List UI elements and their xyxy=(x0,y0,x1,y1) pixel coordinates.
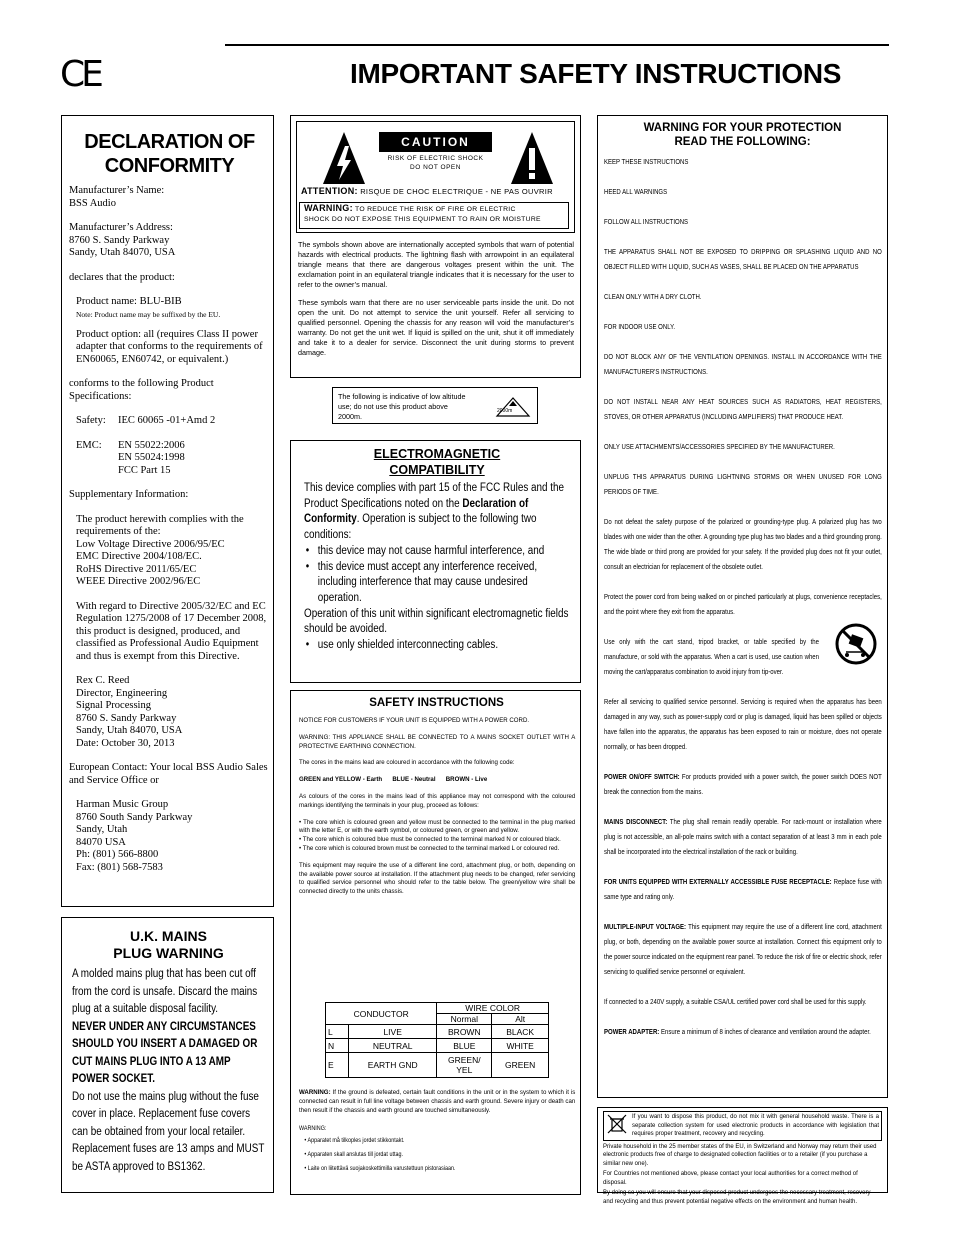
protection-item: POWER ADAPTER: Ensure a minimum of 8 inches of clearance and ventilation around the adapter. xyxy=(604,1029,871,1036)
declares-text: declares that the product: xyxy=(69,271,175,283)
caution-label-panel xyxy=(296,121,575,233)
disposal-text: For Countries not mentioned above, please contact your local authorities for a correct method of disposal. xyxy=(603,1171,858,1186)
protection-box xyxy=(597,115,888,1098)
table-row: N NEUTRAL BLUE WHITE xyxy=(326,1039,549,1053)
european-contact: European Contact: Your local BSS Audio Sales and Service Office or xyxy=(69,762,268,786)
nordic-warning: • Apparatet må tilkoples jordet stikkontakt. xyxy=(304,1138,405,1145)
harman-line: 8760 South Sandy Parkway xyxy=(76,811,193,823)
harman-fax: Fax: (801) 568-7583 xyxy=(76,861,163,873)
altitude-box xyxy=(332,387,538,424)
protection-item: CLEAN ONLY WITH A DRY CLOTH. xyxy=(604,294,702,301)
header-rule xyxy=(225,44,889,46)
address-line: 8760 S. Sandy Parkway xyxy=(69,234,170,246)
emc-bullet: • this device must accept any interference received, including interference that may cause undesired operation. xyxy=(318,560,572,607)
ground-warning: WARNING: If the ground is defeated, certain fault conditions in the unit or in the system to which it is connected can result in full line voltage between chassis and earth ground. Severe injury or death can then result if the chassis and earth ground are touched simultaneously. xyxy=(299,1089,576,1114)
emc-value: EN 55024:1998 xyxy=(118,452,185,463)
protection-item: KEEP THESE INSTRUCTIONS xyxy=(604,159,689,166)
nordic-warning: • Laite on liitettävä suojakoskettimilla varustettuun pistorasiaan. xyxy=(304,1166,456,1173)
crossed-bin-icon xyxy=(606,1113,628,1135)
warning-label: WARNING: xyxy=(304,203,353,213)
directive: WEEE Directive 2002/96/EC xyxy=(76,576,201,587)
signer-date: Date: October 30, 2013 xyxy=(76,737,175,749)
signer-dept: Signal Processing xyxy=(76,700,151,711)
disposal-box xyxy=(597,1107,888,1205)
table-header-conductor: CONDUCTOR xyxy=(326,1003,437,1025)
table-header-alt: Alt xyxy=(492,1014,549,1025)
directive: EMC Directive 2004/108/EC. xyxy=(76,551,202,562)
cart-tipover-icon xyxy=(834,622,878,666)
regard-text: With regard to Directive 2005/32/EC and EC Regulation 1275/2008 of 17 December 2008, this product is designed, produced, and classified as Professional Audio Equipment and thus is exempt from this Directive. xyxy=(76,600,267,662)
conforms-text: conforms to the following Product Specifications: xyxy=(69,378,214,402)
safety-instructions-box xyxy=(290,690,581,1195)
directive: RoHS Directive 2011/65/EC xyxy=(76,563,197,575)
altitude-icon-label: 2000m xyxy=(497,408,513,414)
emc-label: EMC: xyxy=(76,439,102,451)
protection-item: MULTIPLE-INPUT VOLTAGE: This equipment may require the use of a different line cord, attachment plug, or both, depending on the available power source at installation. Connect this equipment only to the power source indicated on the equipment rear panel. To reduce the risk of fire or electric shock, refer servicing to qualified service personnel or equivalent. xyxy=(604,924,882,976)
protection-item: Protect the power cord from being walked on or pinched particularly at plugs, convenience receptacles, and the point where they exit from the apparatus. xyxy=(604,594,882,616)
harman-line: Harman Music Group xyxy=(76,799,169,810)
wire-color-table xyxy=(325,1002,549,1078)
protection-item: DO NOT BLOCK ANY OF THE VENTILATION OPENINGS. INSTALL IN ACCORDANCE WITH THE MANUFACTURER'S INSTRUCTIONS. xyxy=(604,354,882,376)
safety-label: Safety: xyxy=(76,415,106,426)
emc-operation: Operation of this unit within significant electromagnetic fields should be avoided. xyxy=(304,607,569,636)
disposal-text: Private household in the 25 member states of the EU, in Switzerland and Norway may return their used electronic products free of charge to designated collection facilities or to a retailer (if you purchase a similar new one). xyxy=(603,1143,877,1167)
risk-line: DO NOT OPEN xyxy=(410,164,461,171)
protection-item: FOR UNITS EQUIPPED WITH EXTERNALLY ACCESSIBLE FUSE RECEPTACLE: Replace fuse with same type and rating only. xyxy=(604,879,882,901)
warning-text: TO REDUCE THE RISK OF FIRE OR ELECTRIC xyxy=(354,206,516,213)
signer-address: Sandy, Utah 84070, USA xyxy=(76,725,183,736)
warning-text: SHOCK DO NOT EXPOSE THIS EQUIPMENT TO RAIN OR MOISTURE xyxy=(304,215,541,223)
supplementary-label: Supplementary Information: xyxy=(69,489,189,500)
safety-warning: WARNING: THIS APPLIANCE SHALL BE CONNECTED TO A MAINS SOCKET OUTLET WITH A PROTECTIVE EARTHING CONNECTION. xyxy=(299,733,576,750)
nordic-warning-label: WARNING: xyxy=(299,1126,327,1133)
altitude-icon xyxy=(495,396,531,418)
protection-item: POWER ON/OFF SWITCH: For products provided with a power switch, the power switch DOES NOT break the connection from the mains. xyxy=(604,774,882,796)
manufacturer-name-label: Manufacturer’s Name: xyxy=(69,185,165,196)
uk-paragraph: A molded mains plug that has been cut off from the cord is unsafe. Discard the mains plug at a suitable disposal facility. xyxy=(72,968,258,1015)
manufacturer-name: BSS Audio xyxy=(69,197,116,209)
emc-bullet: • use only shielded interconnecting cables. xyxy=(318,638,572,654)
emc-bullet: • this device may not cause harmful interference, and xyxy=(318,544,572,560)
attention-label: ATTENTION: xyxy=(301,186,358,196)
protection-item: Do not defeat the safety purpose of the polarized or grounding-type plug. A polarized plug has two blades with one wider than the other. A grounding type plug has two blades and a third grounding prong. The wide blade or third prong are provided for your safety. If the provided plug does not fit your outlet, consult an electrician for replacement of the obsolete outlet. xyxy=(604,519,882,571)
attention-text: RISQUE DE CHOC ELECTRIQUE - NE PAS OUVRIR xyxy=(360,187,553,196)
exclamation-triangle-icon xyxy=(509,130,555,186)
emc-box xyxy=(290,440,581,683)
emc-value: EN 55022:2006 xyxy=(118,439,185,451)
lightning-triangle-icon xyxy=(321,130,367,186)
uk-heading: U.K. MAINS PLUG WARNING xyxy=(113,928,224,961)
risk-line: RISK OF ELECTRIC SHOCK xyxy=(387,155,484,162)
protection-item: DO NOT INSTALL NEAR ANY HEAT SOURCES SUCH AS RADIATORS, HEAT REGISTERS, STOVES, OR OTHER APPARATUS (INCLUDING AMPLIFIERS) THAT PRODUCE HEAT. xyxy=(604,399,882,421)
protection-item: Use only with the cart stand, tripod bracket, or table specified by the manufacture, or sold with the apparatus. When a cart is used, use caution when moving the cart/apparatus combination to avoid injury from tip-over. xyxy=(604,639,819,676)
signer-address: 8760 S. Sandy Parkway xyxy=(76,712,177,724)
table-row: E EARTH GND GREEN/ YEL GREEN xyxy=(326,1053,549,1078)
protection-item: If connected to a 240V supply, a suitable CSA/UL certified power cord shall be used for this supply. xyxy=(604,999,867,1006)
product-name: Product name: BLU-BIB xyxy=(76,296,182,307)
protection-item: HEED ALL WARNINGS xyxy=(604,189,668,196)
caution-box xyxy=(290,115,581,378)
uk-bold-warning: NEVER UNDER ANY CIRCUMSTANCES SHOULD YOU INSERT A DAMAGED OR CUT MAINS PLUG INTO A 13 AMP POWER SOCKET. xyxy=(72,1020,258,1085)
uk-plug-warning-box xyxy=(61,917,274,1193)
protection-item: UNPLUG THIS APPARATUS DURING LIGHTNING STORMS OR WHEN UNUSED FOR LONG PERIODS OF TIME. xyxy=(604,474,882,496)
disposal-box-text: If you want to dispose this product, do not mix it with general household waste. There is a separate collection system for used electronic products in accordance with legislation that requires proper treatment, recovery and recycling. xyxy=(632,1114,879,1137)
protection-item: MAINS DISCONNECT: The plug shall remain readily operable. For rack-mount or installation where plug is not accessible, an all-pole mains switch with a contact separation of at least 3 mm in each pole shall be incorporated into the electrical installation of the rack or building. xyxy=(604,819,882,856)
safety-bullet: • The core which is coloured blue must be connected to the terminal marked N or coloured black. xyxy=(299,836,561,844)
protection-item: Refer all servicing to qualified service personnel. Servicing is required when the apparatus has been damaged in any way, such as power-supply cord or plug is damaged, liquid has been spilled or objects have fallen into the apparatus, the apparatus has been exposed to rain or moisture, does not operate normally, or has been dropped. xyxy=(604,699,882,751)
colour-code: GREEN and YELLOW - Earth BLUE - Neutral BROWN - Live xyxy=(299,776,488,784)
manufacturer-address-label: Manufacturer’s Address: xyxy=(69,222,173,233)
table-row: L LIVE BROWN BLACK xyxy=(326,1025,549,1039)
declaration-box xyxy=(61,115,274,907)
protection-heading: WARNING FOR YOUR PROTECTION READ THE FOLLOWING: xyxy=(643,122,842,148)
ce-mark: CE xyxy=(60,54,100,95)
safety-bullet: • The core which is coloured brown must be connected to the terminal marked L or coloured red. xyxy=(299,844,560,852)
nordic-warning: • Apparaten skall anslutas till jordat uttag. xyxy=(304,1152,403,1159)
protection-item: ONLY USE ATTACHMENTS/ACCESSORIES SPECIFIED BY THE MANUFACTURER. xyxy=(604,444,835,451)
directive: Low Voltage Directive 2006/95/EC xyxy=(76,538,225,550)
page-title: IMPORTANT SAFETY INSTRUCTIONS xyxy=(350,58,842,89)
declaration-heading: DECLARATION OF CONFORMITY xyxy=(84,131,255,177)
caution-paragraph: These symbols warn that there are no user serviceable parts inside the unit. Do not open the unit. Do not attempt to service the unit yourself. Refer all servicing to qualified personnel. Opening the chassis for any reason will void the manufacturer’s warranty. Do not get the unit wet. If liquid is spilled on the unit, shut it off immediately and take it to a dealer for service. Disconnect the unit during storms to prevent damage. xyxy=(298,298,574,357)
protection-item: THE APPARATUS SHALL NOT BE EXPOSED TO DRIPPING OR SPLASHING LIQUID AND NO OBJECT FILLED WITH LIQUID, SUCH AS VASES, SHALL BE PLACED ON THE APPARATUS xyxy=(604,249,882,271)
protection-item: FOR INDOOR USE ONLY. xyxy=(604,324,676,331)
emc-value: FCC Part 15 xyxy=(118,464,171,476)
product-option: Product option: all (requires Class II power adapter that conforms to the requirements of EN60065, EN60742, or equivalent.) xyxy=(76,328,263,365)
harman-phone: Ph: (801) 566-8800 xyxy=(76,849,159,860)
safety-value: IEC 60065 -01+Amd 2 xyxy=(118,415,216,426)
supplementary-intro: The product herewith complies with the requirements of the: xyxy=(76,513,244,537)
protection-item: FOLLOW ALL INSTRUCTIONS xyxy=(604,219,689,226)
signer-title: Director, Engineering xyxy=(76,687,168,699)
harman-line: Sandy, Utah xyxy=(76,824,128,835)
safety-bullet: • The core which is coloured green and yellow must be connected to the terminal in the plug marked with the letter E, or with the earth symbol, or coloured green, or green and yellow. xyxy=(299,818,576,835)
uk-paragraph: Do not use the mains plug without the fuse cover in place. Replacement fuse covers can be obtained from your local retailer. Replacement fuses are 13 amps and MUST be ASTA approved to BS1362. xyxy=(72,1090,265,1173)
table-header-normal: Normal xyxy=(437,1014,492,1025)
disposal-text: By doing so you will ensure that your disposed product undergoes the necessary treatment, recovery and recycling and thus prevent potential negative effects on the environment and human health. xyxy=(603,1190,871,1205)
safety-equipment: This equipment may require the use of a different line cord, attachment plug, or both, depending on the available power source at installation. If the attachment plug needs to be changed, refer servicing to qualified service personnel who should refer to the table below. The green/yellow wire shall be connected directly to the units chassis. xyxy=(299,861,576,896)
safety-cores: The cores in the mains lead are coloured in accordance with the following code: xyxy=(299,759,515,767)
caution-word: CAUTION xyxy=(379,132,492,152)
safety-notice: NOTICE FOR CUSTOMERS IF YOUR UNIT IS EQUIPPED WITH A POWER CORD. xyxy=(299,717,530,724)
table-header-wire-color: WIRE COLOR xyxy=(437,1003,549,1014)
product-note: Note: Product name may be suffixed by the EU. xyxy=(76,309,221,319)
emc-intro: This device complies with part 15 of the FCC Rules and the Product Specifications noted on the Declaration of Conformity. Operation is subject to the following two conditions: xyxy=(304,482,565,542)
altitude-text: The following is indicative of low altitude use; do not use this product above 2000m. xyxy=(338,392,466,421)
safety-colours: As colours of the cores in the mains lead of this appliance may not correspond with the coloured markings identifying the terminals in your plug, proceed as follows: xyxy=(299,792,576,809)
caution-paragraph: The symbols shown above are internationally accepted symbols that warn of potential hazards with electrical products. The lightning flash with arrowpoint in an equilateral triangle means that there are dangerous voltages present within the unit. The exclamation point in an equilateral triangle indicates that it is necessary for the user to refer to the owner’s manual. xyxy=(298,240,574,289)
emc-heading: ELECTROMAGNETIC COMPATIBILITY xyxy=(373,447,501,477)
safety-heading: SAFETY INSTRUCTIONS xyxy=(369,697,504,709)
harman-line: 84070 USA xyxy=(76,836,126,848)
signer-name: Rex C. Reed xyxy=(76,675,130,686)
address-line: Sandy, Utah 84070, USA xyxy=(69,247,176,258)
